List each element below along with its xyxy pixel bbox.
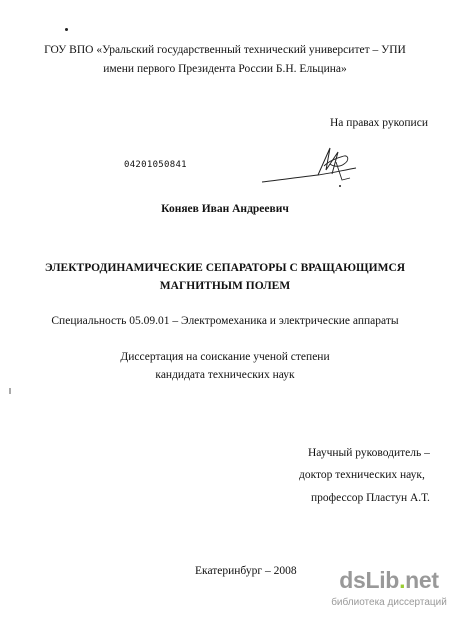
catalog-code: 04201050841	[124, 160, 187, 170]
institution-line-1: ГОУ ВПО «Уральский государственный технический университет – УПИ	[44, 44, 406, 56]
thesis-title-line-1: ЭЛЕКТРОДИНАМИЧЕСКИЕ СЕПАРАТОРЫ С ВРАЩАЮЩИМСЯ	[44, 262, 406, 274]
watermark-logo-dot: .	[399, 567, 406, 593]
dissertation-line-2: кандидата технических наук	[155, 369, 295, 381]
watermark-logo-main: dsLib	[339, 567, 400, 593]
watermark-subtitle: библиотека диссертаций	[331, 597, 447, 608]
specialty-line: Специальность 05.09.01 – Электромеханика и электрические аппараты	[51, 315, 399, 327]
speck-mark	[65, 28, 68, 31]
dissertation-line-1: Диссертация на соискание ученой степени	[120, 351, 330, 363]
handwritten-signature	[260, 140, 360, 202]
author-name: Коняев Иван Андреевич	[161, 203, 289, 215]
institution-line-2: имени первого Президента России Б.Н. Ельцина»	[103, 63, 347, 75]
watermark-logo-tld: net	[405, 567, 439, 593]
speck-mark	[9, 388, 11, 394]
manuscript-note: На правах рукописи	[330, 117, 428, 129]
watermark-logo	[330, 567, 448, 594]
supervisor-line-3: профессор Пластун А.Т.	[311, 492, 430, 504]
city-year: Екатеринбург – 2008	[195, 565, 297, 577]
supervisor-line-1: Научный руководитель –	[308, 447, 430, 459]
thesis-title-line-2: МАГНИТНЫМ ПОЛЕМ	[159, 280, 291, 292]
dslib-watermark	[330, 567, 448, 617]
supervisor-line-2: доктор технических наук,	[299, 469, 425, 481]
